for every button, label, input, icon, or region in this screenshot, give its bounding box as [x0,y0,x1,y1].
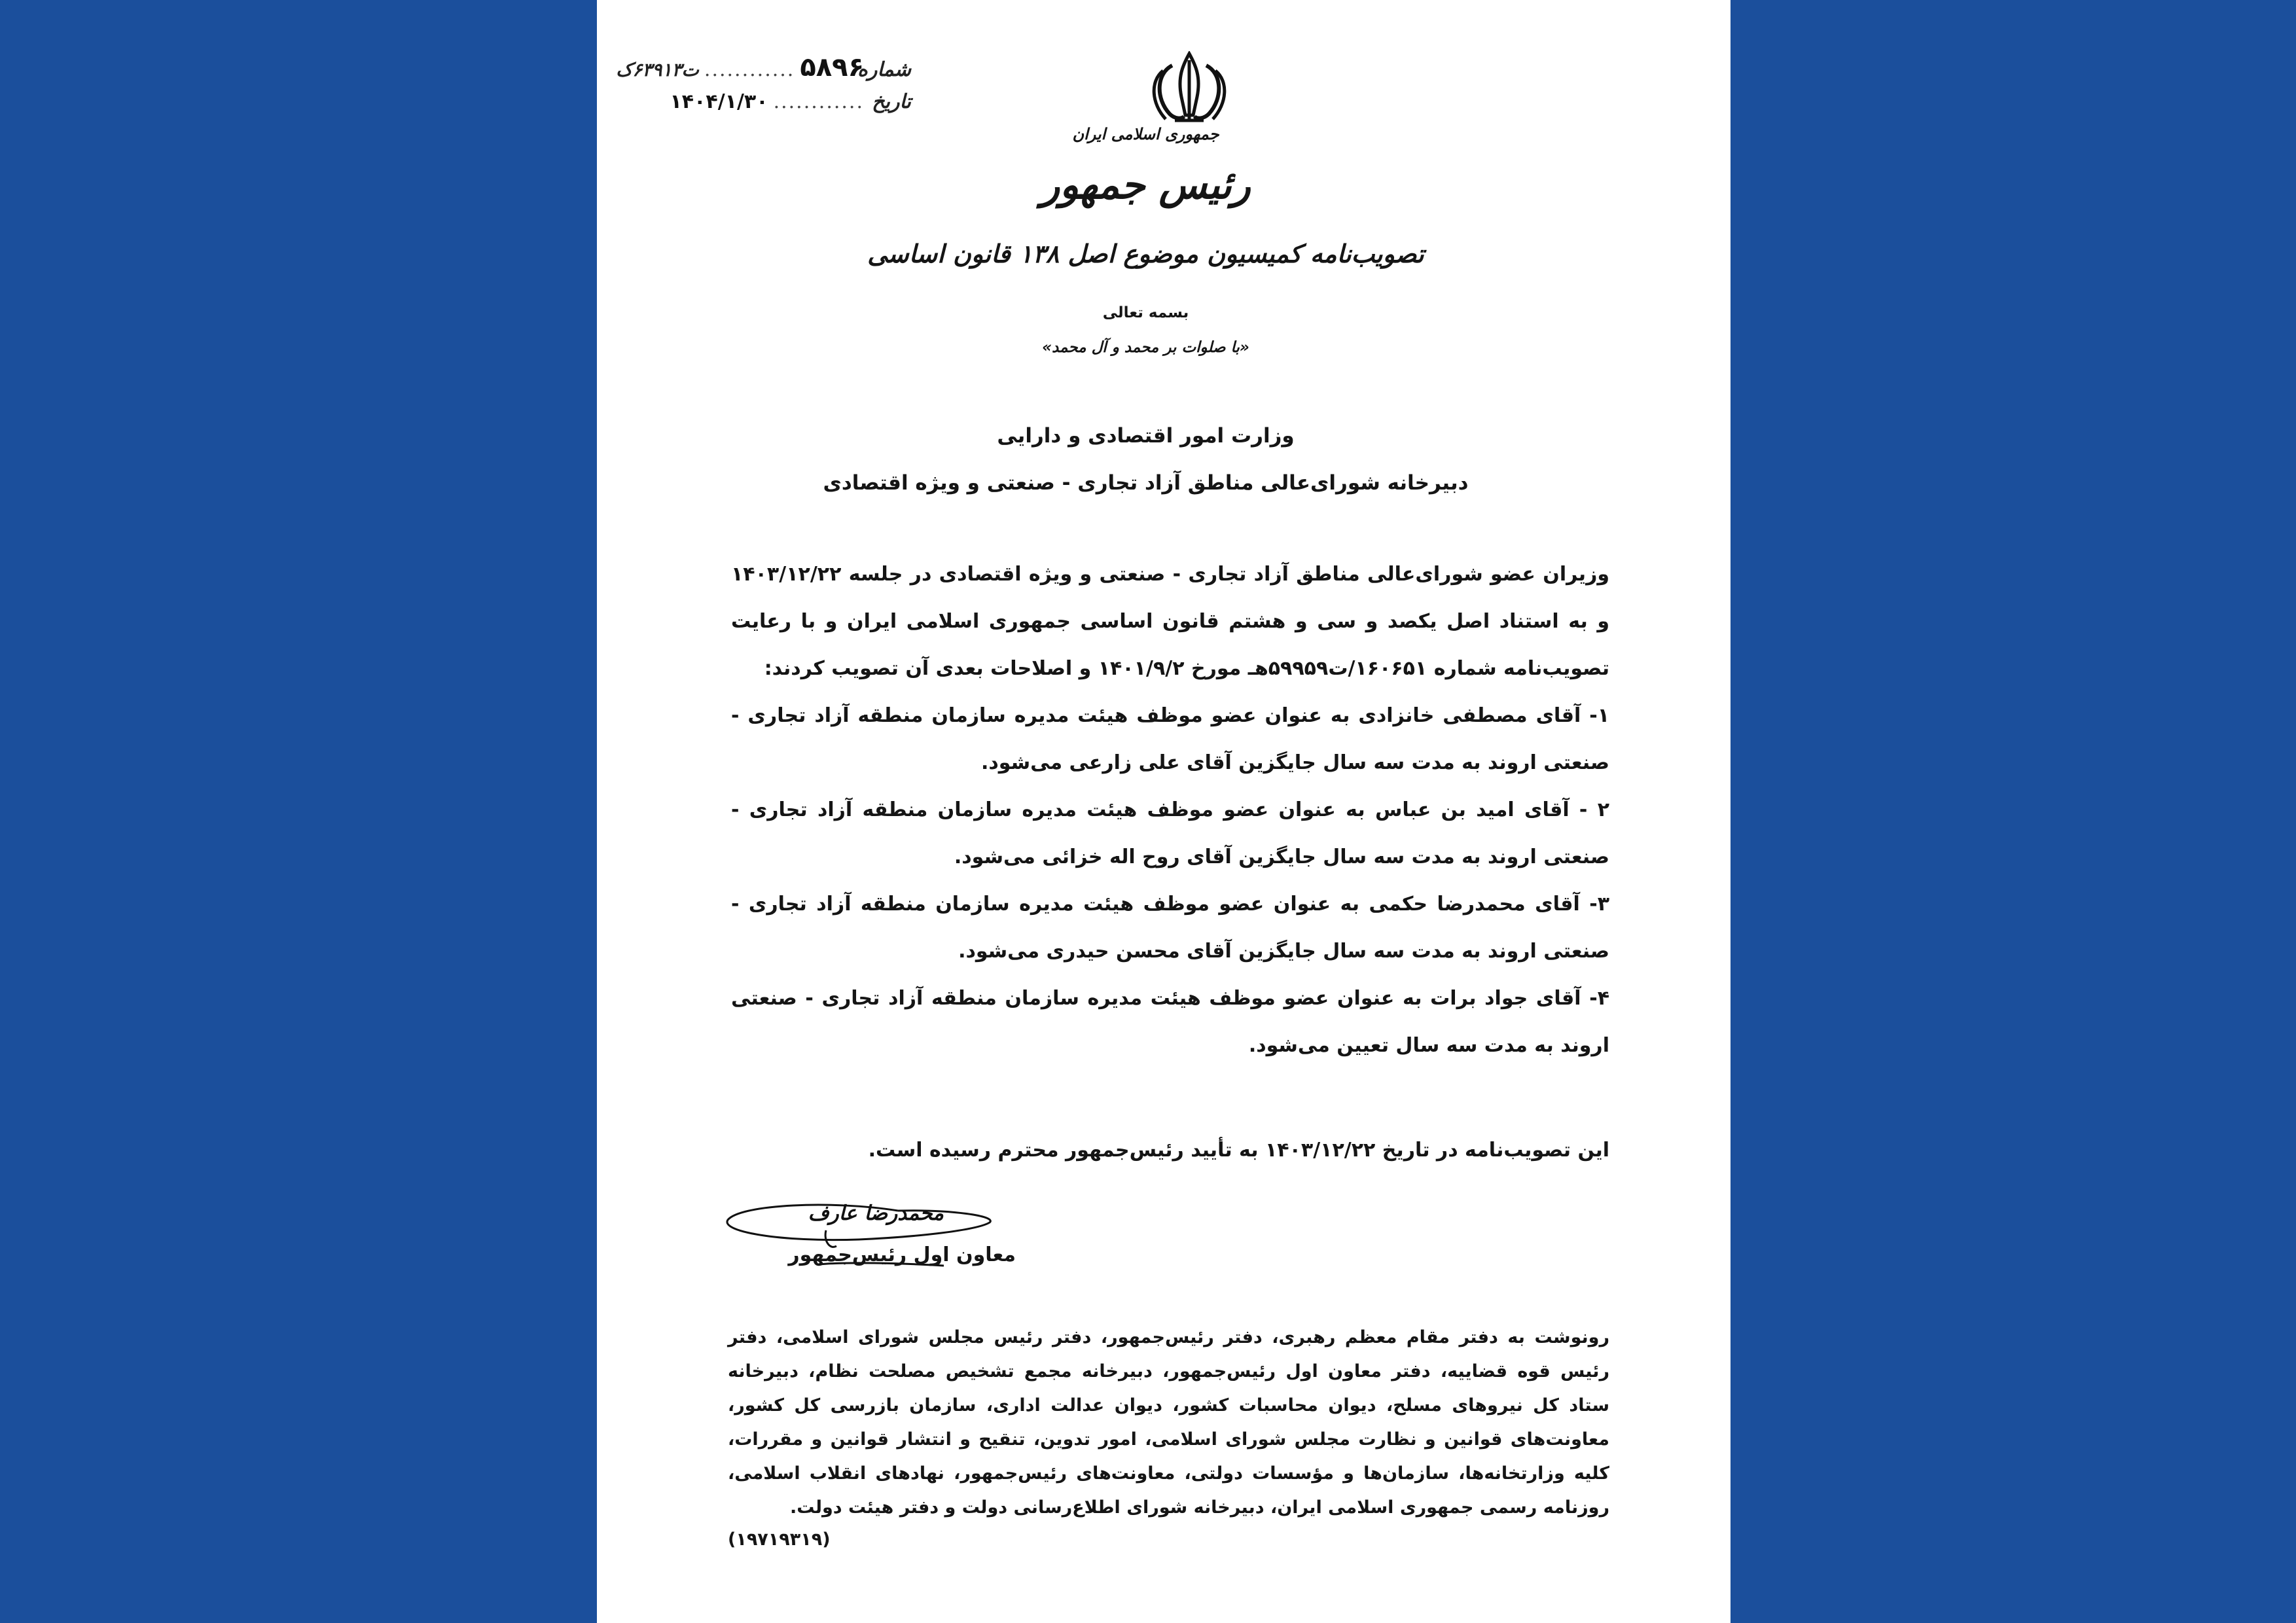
basmala: بسمه تعالی [1102,304,1189,321]
distribution-list: رونوشت به دفتر مقام معظم رهبری، دفتر رئیس‌جمهور، دفتر رئیس مجلس شورای اسلامی، دفتر رئیس قوه قضاییه، دفتر معاون اول رئیس‌جمهور، دبیرخانه مجمع تشخیص مصلحت نظام، دبیرخانه ستاد کل نیروهای مسلح، دیوان محاسبات کشور، دیوان عدالت اداری، سازمان بازرسی کل کشور، معاونت‌های قوانین و نظارت مجلس شورای اسلامی، امور تدوین، تنقیح و انتشار قوانین و مقررات، کلیه وزارتخانه‌ها، سازمان‌ها و مؤسسات دولتی، معاونت‌های رئیس‌جمهور، نهادهای انقلاب اسلامی، روزنامه رسمی جمهوری اسلامی ایران، دبیرخانه شورای اطلاع‌رسانی دولت و دفتر هیئت دولت. [728,1327,1609,1518]
addressee-secretariat: دبیرخانه شورای‌عالی مناطق آزاد تجاری - صنعتی و ویژه اقتصادی [823,471,1469,495]
decree-item-2: ۲ - آقای امید بن عباس به عنوان عضو موظف هیئت مدیره سازمان منطقه آزاد تجاری - صنعتی اروند به مدت سه سال جایگزین آقای روح اله خزائی می‌شود. [731,798,1609,868]
date-value: ۱۴۰۴/۱/۳۰ [670,90,768,113]
presidency-title: رئیس جمهور [1041,162,1251,208]
addressee-ministry: وزارت امور اقتصادی و دارایی [997,424,1295,448]
number-line [616,52,911,90]
date-dots: ............ [773,90,864,113]
decree-item-4: ۴- آقای جواد برات به عنوان عضو موظف هیئت مدیره سازمان منطقه آزاد تجاری - صنعتی اروند به مدت سه سال تعیین می‌شود. [731,987,1609,1057]
number-suffix: ت۶۳۹۱۳ک [616,59,699,80]
distribution-code: (۱۹۷۱۹۳۱۹) [728,1529,831,1550]
republic-title: جمهوری اسلامی ایران [1072,124,1219,143]
decree-body [731,551,1609,1069]
date-label: تاریخ [872,90,911,113]
number-value: ۵۸۹۶ [800,52,864,82]
signer-title: معاون اول رئیس‌جمهور [788,1243,1016,1266]
reference-block [616,52,911,128]
emblem-icon [1143,51,1235,124]
document-page [597,0,1731,1623]
decree-intro: وزیران عضو شورای‌عالی مناطق آزاد تجاری - صنعتی و ویژه اقتصادی در جلسه ۱۴۰۳/۱۲/۲۲ و به استناد اصل یکصد و سی و هشتم قانون اساسی جمهوری اسلامی ایران و با رعایت تصویب‌نامه شماره ۱۶۰۶۵۱/ت۵۹۹۵۹هـ مورخ ۱۴۰۱/۹/۲ و اصلاحات بعدی آن تصویب کردند: [731,563,1609,680]
commission-title: تصویب‌نامه کمیسیون موضوع اصل ۱۳۸ قانون اساسی [867,239,1424,268]
approval-note: این تصویب‌نامه در تاریخ ۱۴۰۳/۱۲/۲۲ به تأیید رئیس‌جمهور محترم رسیده است. [868,1139,1609,1162]
signature-block [702,1191,1016,1283]
decree-item-1: ۱- آقای مصطفی خانزادی به عنوان عضو موظف هیئت مدیره سازمان منطقه آزاد تجاری - صنعتی اروند به مدت سه سال جایگزین آقای علی زارعی می‌شود. [731,704,1609,774]
salawat: «با صلوات بر محمد و آل محمد» [1042,339,1249,356]
signer-name: محمدرضا عارف [808,1202,944,1225]
number-dots: ............ [704,58,795,81]
decree-item-3: ۳- آقای محمدرضا حکمی به عنوان عضو موظف هیئت مدیره سازمان منطقه آزاد تجاری - صنعتی اروند به مدت سه سال جایگزین آقای محسن حیدری می‌شود. [731,893,1609,963]
date-line [630,90,911,128]
number-label: شماره [857,58,911,81]
